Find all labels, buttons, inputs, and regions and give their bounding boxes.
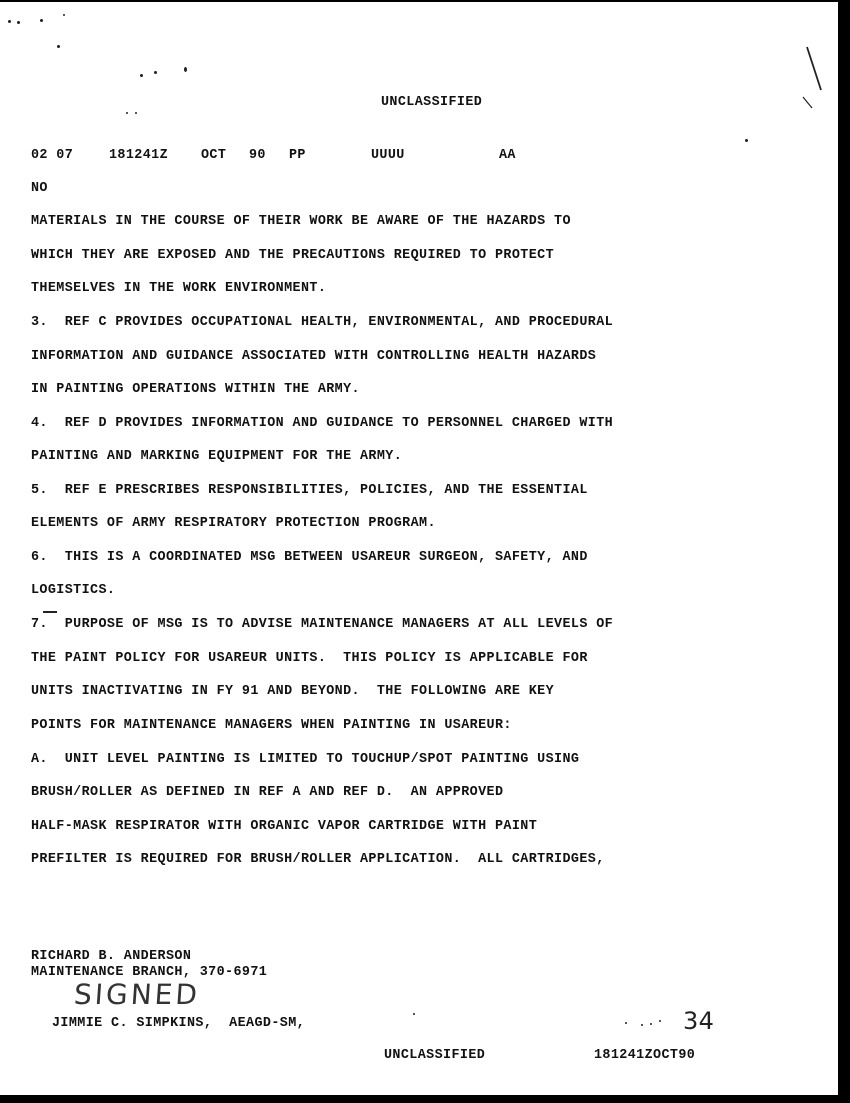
body-line: MATERIALS IN THE COURSE OF THEIR WORK BE AWARE OF THE HAZARDS TO bbox=[31, 214, 571, 229]
month: OCT bbox=[201, 148, 227, 163]
scan-speck bbox=[57, 45, 60, 48]
footer-classification: UNCLASSIFIED bbox=[384, 1048, 486, 1063]
class-code: UUUU bbox=[371, 148, 405, 163]
scan-speck bbox=[650, 1023, 652, 1025]
footer-dtg: 181241ZOCT90 bbox=[594, 1048, 696, 1063]
body-line: A. UNIT LEVEL PAINTING IS LIMITED TO TOUCHUP/SPOT PAINTING USING bbox=[31, 752, 580, 767]
scan-speck bbox=[126, 112, 128, 114]
drafter-name: RICHARD B. ANDERSON bbox=[31, 949, 192, 964]
scan-speck bbox=[140, 74, 143, 77]
pen-mark bbox=[43, 611, 57, 613]
body-line: INFORMATION AND GUIDANCE ASSOCIATED WITH CONTROLLING HEALTH HAZARDS bbox=[31, 349, 597, 364]
scan-speck bbox=[745, 139, 748, 142]
body-line: PREFILTER IS REQUIRED FOR BRUSH/ROLLER APPLICATION. ALL CARTRIDGES, bbox=[31, 852, 605, 867]
body-line: POINTS FOR MAINTENANCE MANAGERS WHEN PAINTING IN USAREUR: bbox=[31, 718, 512, 733]
body-line: UNITS INACTIVATING IN FY 91 AND BEYOND. THE FOLLOWING ARE KEY bbox=[31, 684, 555, 699]
scan-speck bbox=[641, 1024, 643, 1026]
scan-speck bbox=[63, 14, 65, 16]
drafter-office: MAINTENANCE BRANCH, 370-6971 bbox=[31, 965, 268, 980]
body-line: PAINTING AND MARKING EQUIPMENT FOR THE ARMY. bbox=[31, 449, 403, 464]
body-line: NO bbox=[31, 181, 48, 196]
body-line: 7. PURPOSE OF MSG IS TO ADVISE MAINTENANCE MANAGERS AT ALL LEVELS OF bbox=[31, 617, 614, 632]
body-line: 3. REF C PROVIDES OCCUPATIONAL HEALTH, ENVIRONMENTAL, AND PROCEDURAL bbox=[31, 315, 614, 330]
scan-speck bbox=[135, 112, 137, 114]
scan-speck bbox=[184, 67, 187, 72]
body-line: IN PAINTING OPERATIONS WITHIN THE ARMY. bbox=[31, 382, 360, 397]
scan-speck bbox=[154, 71, 157, 74]
body-line: BRUSH/ROLLER AS DEFINED IN REF A AND REF D. AN APPROVED bbox=[31, 785, 504, 800]
page-number: 34 bbox=[683, 1007, 715, 1035]
body-line: ELEMENTS OF ARMY RESPIRATORY PROTECTION PROGRAM. bbox=[31, 516, 436, 531]
scan-speck bbox=[625, 1022, 627, 1024]
body-line: WHICH THEY ARE EXPOSED AND THE PRECAUTIONS REQUIRED TO PROTECT bbox=[31, 248, 555, 263]
scan-speck bbox=[659, 1020, 661, 1022]
scan-mark bbox=[790, 42, 830, 122]
body-line: THE PAINT POLICY FOR USAREUR UNITS. THIS POLICY IS APPLICABLE FOR bbox=[31, 651, 588, 666]
body-line: 4. REF D PROVIDES INFORMATION AND GUIDANCE TO PERSONNEL CHARGED WITH bbox=[31, 416, 614, 431]
scan-speck bbox=[8, 20, 11, 23]
body-line: THEMSELVES IN THE WORK ENVIRONMENT. bbox=[31, 281, 327, 296]
scan-speck bbox=[17, 21, 20, 24]
precedence: PP bbox=[289, 148, 306, 163]
body-line: LOGISTICS. bbox=[31, 583, 116, 598]
document-page bbox=[0, 2, 838, 1095]
page-ref: 02 07 bbox=[31, 148, 74, 163]
year: 90 bbox=[249, 148, 266, 163]
dtg: 181241Z bbox=[109, 148, 169, 163]
signed-stamp: SIGNED bbox=[72, 978, 202, 1011]
scan-speck bbox=[40, 19, 43, 22]
releaser: JIMMIE C. SIMPKINS, AEAGD-SM, bbox=[52, 1016, 306, 1031]
scan-speck bbox=[413, 1013, 415, 1015]
header-classification: UNCLASSIFIED bbox=[381, 95, 483, 110]
body-line: 6. THIS IS A COORDINATED MSG BETWEEN USAREUR SURGEON, SAFETY, AND bbox=[31, 550, 588, 565]
body-line: HALF-MASK RESPIRATOR WITH ORGANIC VAPOR CARTRIDGE WITH PAINT bbox=[31, 819, 538, 834]
body-line: 5. REF E PRESCRIBES RESPONSIBILITIES, POLICIES, AND THE ESSENTIAL bbox=[31, 483, 588, 498]
routing: AA bbox=[499, 148, 516, 163]
